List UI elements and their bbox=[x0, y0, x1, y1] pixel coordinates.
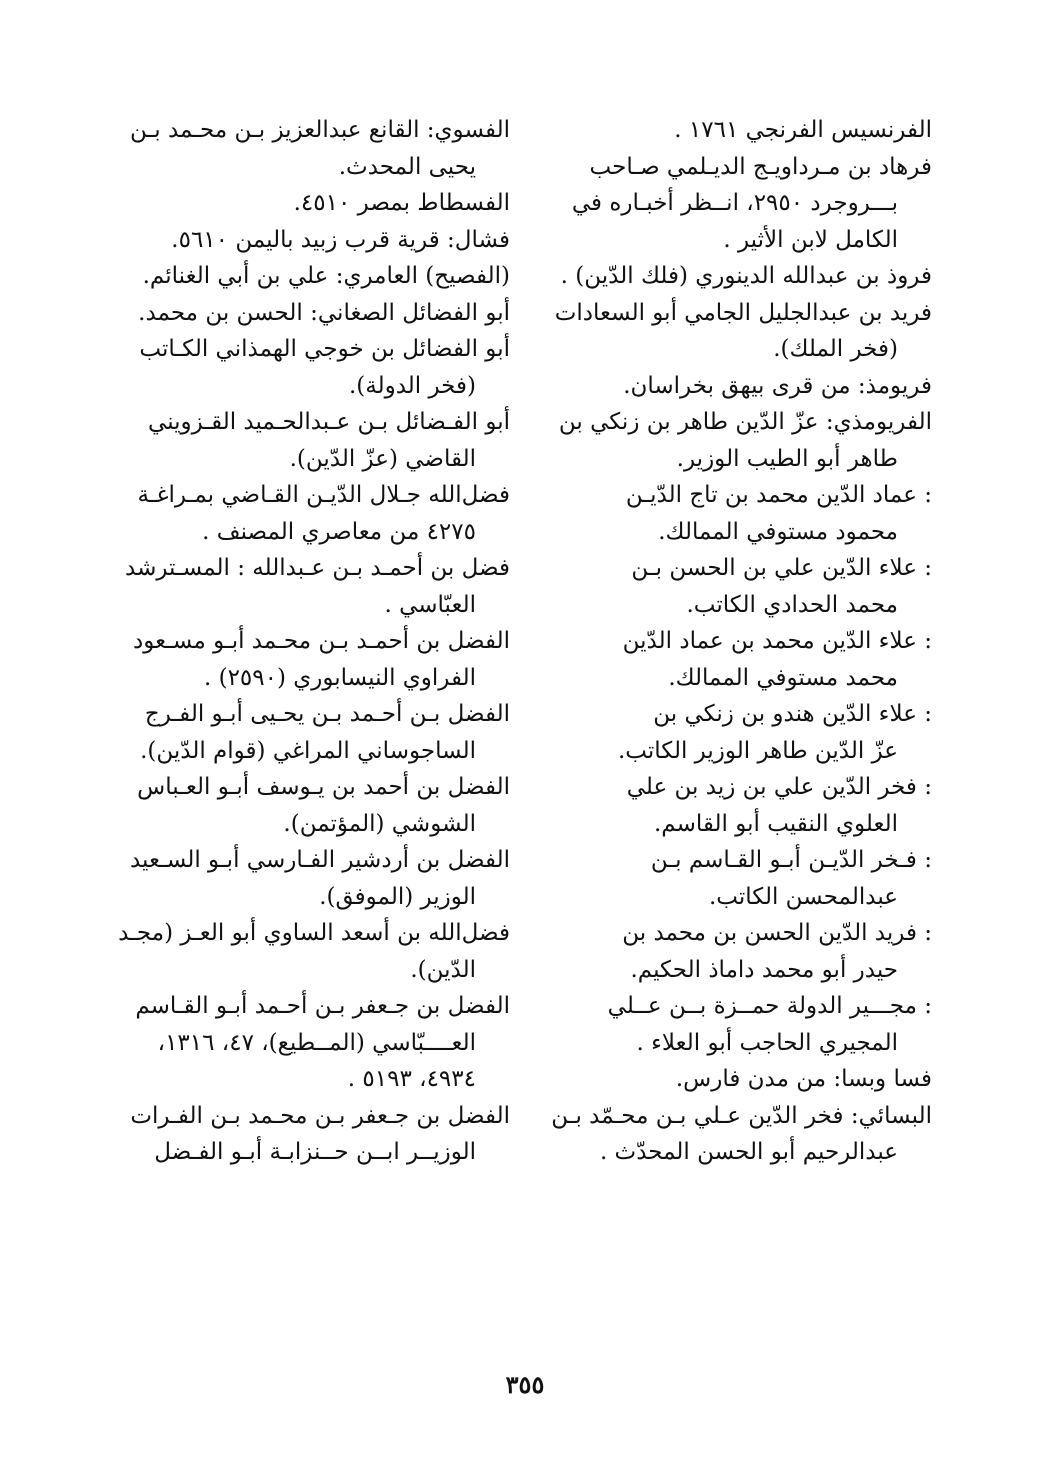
entry-continuation-line: (فخر الدولة). bbox=[348, 372, 476, 399]
index-entry bbox=[517, 368, 932, 405]
index-entry bbox=[517, 1061, 932, 1098]
entry-continuation-line: طاهر أبو الطيب الوزير. bbox=[676, 445, 898, 472]
entry-continuation-line: الفراوي النيسابوري (٢٥٩٠) . bbox=[203, 664, 476, 691]
entry-line: أبو الفضائل الصغاني: الحسن بن محمد. bbox=[138, 299, 510, 326]
entry-continuation-line: حيدر أبو محمد داماذ الحكيم. bbox=[630, 956, 898, 983]
entry-continuation-line: محمد الحدادي الكاتب. bbox=[686, 591, 898, 618]
entry-line: فرهاد بن مـرداويـج الديـلمي صـاحب bbox=[589, 153, 932, 180]
entry-line: : عماد الدّين محمد بن تاج الدّيـن bbox=[625, 482, 932, 508]
entry-continuation-line: بـــروجرد ٢٩٥٠، انــظر أخبـاره في bbox=[571, 190, 898, 216]
entry-line: الفضل بن جـعفر بـن محـمد بـن الفـرات bbox=[130, 1102, 510, 1129]
entry-continuation-line: الساجوساني المراغي (قوام الدّين). bbox=[140, 737, 476, 764]
entry-line: فشال: قرية قرب زبيد باليمن ٥٦١٠. bbox=[171, 226, 510, 253]
entry-line: الفسوي: القانع عبدالعزيز بـن محـمد بـن bbox=[129, 117, 510, 143]
entry-continuation-line: الكامل لابن الأثير . bbox=[723, 226, 898, 253]
entry-line: : فريد الدّين الحسن بن محمد بن bbox=[622, 920, 932, 946]
left-column bbox=[110, 112, 510, 1171]
right-column bbox=[517, 112, 932, 1171]
index-entry bbox=[110, 623, 510, 696]
index-entry bbox=[517, 623, 932, 696]
entry-continuation-line: الوزير (الموفق). bbox=[319, 883, 476, 910]
index-entry bbox=[517, 295, 932, 368]
index-entry bbox=[517, 842, 932, 915]
entry-line: فضل‌الله جـلال الدّيـن القـاضي بمـراغـة bbox=[137, 482, 510, 508]
index-entry bbox=[517, 112, 932, 149]
index-entry bbox=[517, 404, 932, 477]
index-entry bbox=[110, 295, 510, 332]
entry-line: فروذ بن عبدالله الدينوري (فلك الدّين) . bbox=[560, 263, 932, 289]
entry-continuation-line: ٤٩٣٤، ٥١٩٣ . bbox=[347, 1066, 476, 1092]
entry-continuation-line: (فخر الملك). bbox=[773, 336, 898, 362]
entry-line: : علاء الدّين محمد بن عماد الدّين bbox=[622, 628, 932, 654]
index-entry bbox=[517, 988, 932, 1061]
entry-line: الفضل بن أحمـد بـن محـمد أبـو مسـعود bbox=[132, 628, 510, 654]
entry-continuation-line: محمود مستوفي الممالك. bbox=[658, 518, 898, 545]
entry-line: الفسطاط بمصر ٤٥١٠. bbox=[293, 190, 510, 216]
index-entry bbox=[517, 550, 932, 623]
entry-line: الفضل بـن أحـمد بـن يحـيى أبـو الفـرج bbox=[144, 701, 510, 727]
index-entry bbox=[517, 769, 932, 842]
index-entry bbox=[517, 1098, 932, 1171]
index-entry bbox=[517, 149, 932, 259]
entry-continuation-line: محمد مستوفي الممالك. bbox=[668, 664, 898, 691]
index-entry bbox=[517, 915, 932, 988]
page-number: ٣٥٥ bbox=[505, 1370, 545, 1399]
entry-continuation-line: العــــبّاسي (المــطيع)، ٤٧، ١٣١٦، bbox=[157, 1029, 476, 1056]
entry-line: البسائي: فخر الدّين عـلي بـن محـمّد بـن bbox=[551, 1102, 932, 1129]
entry-continuation-line: الدّين). bbox=[410, 956, 476, 983]
index-entry bbox=[110, 258, 510, 295]
index-entry bbox=[110, 331, 510, 404]
entry-line: فسا وبسا: من مدن فارس. bbox=[675, 1066, 932, 1092]
entry-line: : علاء الدّين علي بن الحسن بـن bbox=[631, 555, 932, 581]
entry-line: فريومذ: من قرى بيهق بخراسان. bbox=[623, 372, 932, 399]
index-entry bbox=[110, 1098, 510, 1171]
index-entry bbox=[517, 696, 932, 769]
index-entry bbox=[110, 112, 510, 185]
entry-continuation-line: القاضي (عزّ الدّين). bbox=[289, 445, 476, 472]
entry-continuation-line: المجيري الحاجب أبو العلاء . bbox=[636, 1029, 898, 1056]
entry-line: (الفصيح) العامري: علي بن أبي الغنائم. bbox=[142, 263, 510, 289]
entry-continuation-line: عزّ الدّين طاهر الوزير الكاتب. bbox=[617, 737, 898, 764]
index-entry bbox=[110, 222, 510, 259]
entry-continuation-line: عبدالرحيم أبو الحسن المحدّث . bbox=[599, 1139, 898, 1165]
entry-continuation-line: يحيى المحدث. bbox=[338, 153, 476, 180]
index-entry bbox=[110, 915, 510, 988]
index-entry bbox=[110, 185, 510, 222]
entry-continuation-line: العبّاسي . bbox=[384, 591, 476, 618]
index-entry bbox=[517, 477, 932, 550]
entry-line: : فـخر الدّيـن أبـو القـاسم بـن bbox=[650, 847, 932, 873]
entry-line: الفضل بن أردشير الفـارسي أبـو السـعيد bbox=[129, 847, 510, 873]
entry-line: الفضل بن أحمد بن يـوسف أبـو العـباس bbox=[137, 774, 510, 800]
entry-line: : فخر الدّين علي بن زيد بن علي bbox=[626, 774, 932, 800]
entry-continuation-line: الشوشي (المؤتمن). bbox=[283, 810, 476, 837]
index-entry bbox=[110, 477, 510, 550]
entry-line: فريد بن عبدالجليل الجامي أبو السعادات bbox=[554, 299, 932, 326]
entry-line: أبو الفضائل بن خوجي الهمذاني الكـاتب bbox=[139, 336, 510, 362]
entry-line: فضل بن أحمـد بـن عـبدالله : المسـترشد bbox=[125, 555, 510, 581]
entry-continuation-line: عبدالمحسن الكاتب. bbox=[708, 883, 898, 910]
entry-line: فضل‌الله بن أسعد الساوي أبو العـز (مجـد bbox=[118, 920, 510, 946]
entry-continuation-line: العلوي النقيب أبو القاسم. bbox=[653, 810, 898, 837]
entry-continuation-line: ٤٢٧٥ من معاصري المصنف . bbox=[202, 518, 476, 545]
index-entry bbox=[110, 550, 510, 623]
index-entry bbox=[110, 404, 510, 477]
index-entry bbox=[517, 258, 932, 295]
entry-continuation-line: الوزيــر ابــن حــنزابـة أبـو الفـضل bbox=[154, 1139, 476, 1165]
entry-line: أبو الفـضائل بـن عـبدالحـميد القـزويني bbox=[148, 409, 510, 435]
index-entry bbox=[110, 696, 510, 769]
entry-line: الفضل بن جـعفر بـن أحـمد أبـو القـاسم bbox=[135, 993, 510, 1019]
entry-line: الفرنسيس الفرنجي ١٧٦١ . bbox=[674, 117, 932, 143]
entry-line: الفريومذي: عزّ الدّين طاهر بن زنكي بن bbox=[558, 409, 932, 435]
index-entry bbox=[110, 842, 510, 915]
entry-line: : مجـــير الدولة حمــزة بــن عــلي bbox=[607, 993, 932, 1019]
index-entry bbox=[110, 769, 510, 842]
entry-line: : علاء الدّين هندو بن زنكي بن bbox=[653, 701, 932, 727]
index-entry bbox=[110, 988, 510, 1098]
